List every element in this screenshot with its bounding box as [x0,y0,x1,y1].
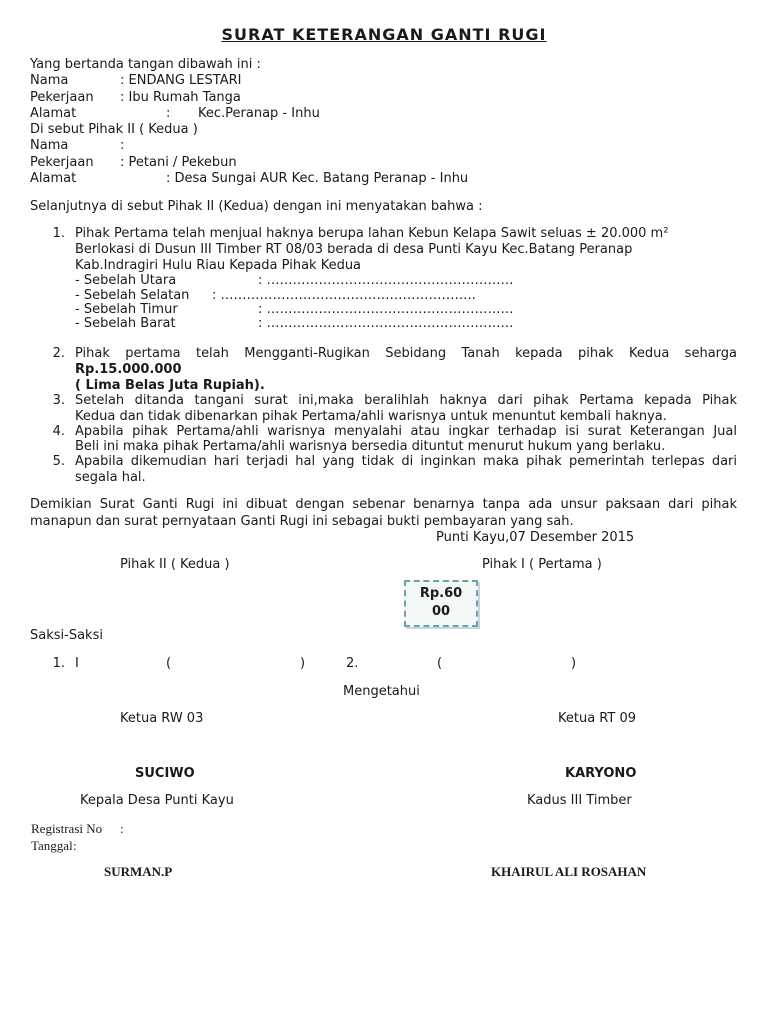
party2-name-label: Nama [30,138,69,153]
registration-date-colon: : [73,838,77,853]
witness1-number: 1. [52,656,65,671]
party1-address-value: Kec.Peranap - Inhu [198,106,320,121]
item4-number: 4. [52,424,65,439]
item4-line2: Beli ini maka pihak Pertama/ahli warisnya bersedia dituntut menurut hukum yang berlaku. [75,439,666,454]
item2-amount: Rp.15.000.000 [75,362,182,377]
registration-number-colon: : [120,821,124,836]
party1-address-colon: : [166,106,171,121]
item2-line1: Pihak pertama telah Mengganti-Rugikan Sebidang Tanah kepada pihak Kedua seharga [75,346,737,361]
witness2-number: 2. [346,656,359,671]
closing-line1: Demikian Surat Ganti Rugi ini dibuat dengan sebenar benarnya tanpa ada unsur paksaan dari pihak [30,497,737,512]
kadus-title: Kadus III Timber [527,793,632,808]
item3-line2: Kedua dan tidak dibenarkan pihak Pertama/ahli warisnya untuk menuntut kembali haknya. [75,409,667,424]
party1-address-label: Alamat [30,106,77,121]
rt-title: Ketua RT 09 [558,711,637,726]
party2-job-label: Pekerjaan [30,155,94,170]
place-date: Punti Kayu,07 Desember 2015 [436,530,635,545]
document-title: SURAT KETERANGAN GANTI RUGI [221,25,547,44]
mengetahui-label: Mengetahui [343,684,420,699]
item1-line1: Pihak Pertama telah menjual haknya berupa lahan Kebun Kelapa Sawit seluas ± 20.000 m² [75,226,669,241]
party2-job-value: : Petani / Pekebun [120,155,237,170]
registration-date-label: Tanggal [31,838,73,853]
boundary-north-value: : ………………………………………………… [258,273,514,288]
party1-role: Di sebut Pihak II ( Kedua ) [30,122,198,137]
boundary-north-label: - Sebelah Utara [75,273,177,288]
party1-job-label: Pekerjaan [30,90,94,105]
party2-address-value: : Desa Sungai AUR Kec. Batang Peranap - Inhu [166,171,469,186]
sign-pihak-pertama: Pihak I ( Pertama ) [482,557,602,572]
item1-line3: Kab.Indragiri Hulu Riau Kepada Pihak Kedua [75,258,362,273]
boundary-east-label: - Sebelah Timur [75,302,178,317]
final-name-left: SURMAN.P [104,864,173,879]
party2-address-label: Alamat [30,171,77,186]
witness2-sign-open: ( [437,656,443,671]
witness-heading: Saksi-Saksi [30,628,103,643]
item1-number: 1. [52,226,65,241]
witness1-sign-open: ( [166,656,172,671]
item5-line2: segala hal. [75,470,146,485]
item3-line1: Setelah ditanda tangani surat ini,maka beralihlah haknya dari pihak Pertama kepada Pihak [75,393,737,408]
stamp-line1: Rp.60 [419,586,463,601]
item1-line2: Berlokasi di Dusun III Timber RT 08/03 berada di desa Punti Kayu Kec.Batang Peranap [75,242,633,257]
boundary-south-label: - Sebelah Selatan [75,288,190,303]
witness1-name: I [75,656,79,671]
witness2-sign-close: ) [571,656,577,671]
item2-amount-words: ( Lima Belas Juta Rupiah). [75,378,265,393]
rw-title: Ketua RW 03 [120,711,204,726]
boundary-west-value: : ………………………………………………… [258,316,514,331]
rw-name: SUCIWO [135,766,195,781]
duty-stamp [404,580,478,627]
party1-name-value: : ENDANG LESTARI [120,73,242,88]
boundary-west-label: - Sebelah Barat [75,316,176,331]
item5-number: 5. [52,454,65,469]
rt-name: KARYONO [565,766,637,781]
registration-number-label: Registrasi No [31,821,103,836]
party1-job-value: : Ibu Rumah Tanga [120,90,241,105]
item3-number: 3. [52,393,65,408]
statement-text: Selanjutnya di sebut Pihak II (Kedua) dengan ini menyatakan bahwa : [30,199,483,214]
item4-line1: Apabila pihak Pertama/ahli warisnya menyalahi atau ingkar terhadap isi surat Keterangan Jual [75,424,737,439]
final-name-right: KHAIRUL ALI ROSAHAN [491,864,647,879]
stamp-line2: 00 [431,604,451,619]
sign-pihak-kedua: Pihak II ( Kedua ) [120,557,230,572]
closing-line2: manapun dan surat pernyataan Ganti Rugi ini sebagai bukti pembayaran yang sah. [30,514,574,529]
witness1-sign-close: ) [300,656,306,671]
party2-name-value: : [120,138,125,153]
boundary-east-value: : ………………………………………………… [258,302,514,317]
kades-title: Kepala Desa Punti Kayu [80,793,234,808]
party1-name-label: Nama [30,73,69,88]
item5-line1: Apabila dikemudian hari terjadi hal yang tidak di inginkan maka pihak pemerintah terlepas dari [75,454,737,469]
intro-text: Yang bertanda tangan dibawah ini : [30,57,261,72]
boundary-south-value: : ………………………………………………….. [212,288,476,303]
item2-number: 2. [52,346,65,361]
